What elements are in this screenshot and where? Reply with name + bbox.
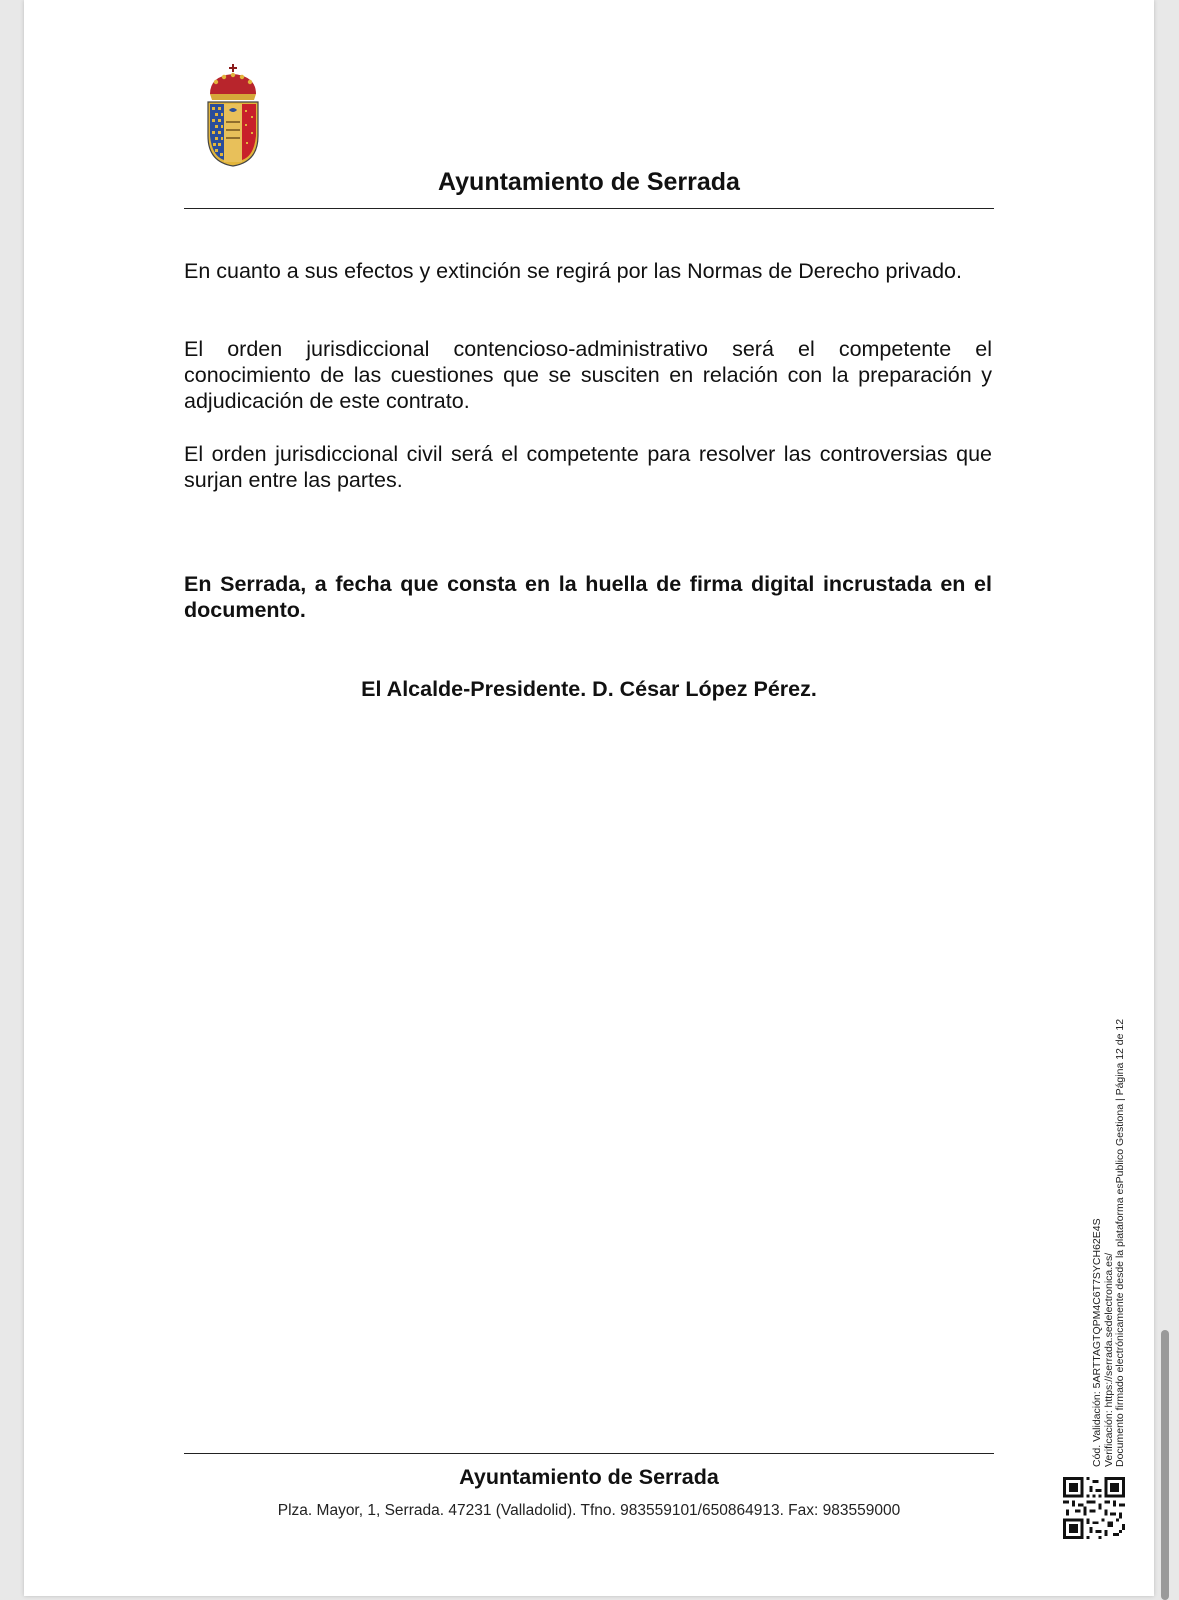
footer-title: Ayuntamiento de Serrada [459, 1465, 719, 1489]
footer-address: Plza. Mayor, 1, Serrada. 47231 (Valladolid). Tfno. 983559101/650864913. Fax: 983559000 [277, 1502, 901, 1519]
verification-code: Cód. Validación: 5ARTTAGTQPM4C6T7SYCH62E4S [1091, 1218, 1103, 1467]
scrollbar-thumb[interactable] [1161, 1330, 1169, 1600]
footer-divider [184, 1453, 994, 1454]
header-title: Ayuntamiento de Serrada [438, 168, 740, 196]
signer-line: El Alcalde-Presidente. D. César López Pérez. [361, 677, 817, 701]
paragraph-effects: En cuanto a sus efectos y extinción se regirá por las Normas de Derecho privado. [184, 259, 962, 283]
verification-note: Documento firmado electrónicamente desde la plataforma esPublico Gestiona | Página 12 de 12 [1114, 1018, 1126, 1467]
paragraph-jurisdiction-administrative: El orden jurisdiccional contencioso-administrativo será el competente el conocimiento de las cuestiones que se susciten en relación con la preparación y adjudicación de este contrato. [184, 337, 992, 413]
document-page [24, 0, 1154, 1596]
paragraph-jurisdiction-civil: El orden jurisdiccional civil será el competente para resolver las controversias que surjan entre las partes. [184, 442, 992, 492]
verification-url: Verificación: https://serrada.sedelectronica.es/ [1102, 1252, 1115, 1467]
closing-statement: En Serrada, a fecha que consta en la huella de firma digital incrustada en el documento. [184, 572, 992, 622]
header-divider [184, 208, 994, 209]
coat-of-arms-icon [202, 64, 264, 168]
qr-code-icon [1063, 1477, 1125, 1539]
